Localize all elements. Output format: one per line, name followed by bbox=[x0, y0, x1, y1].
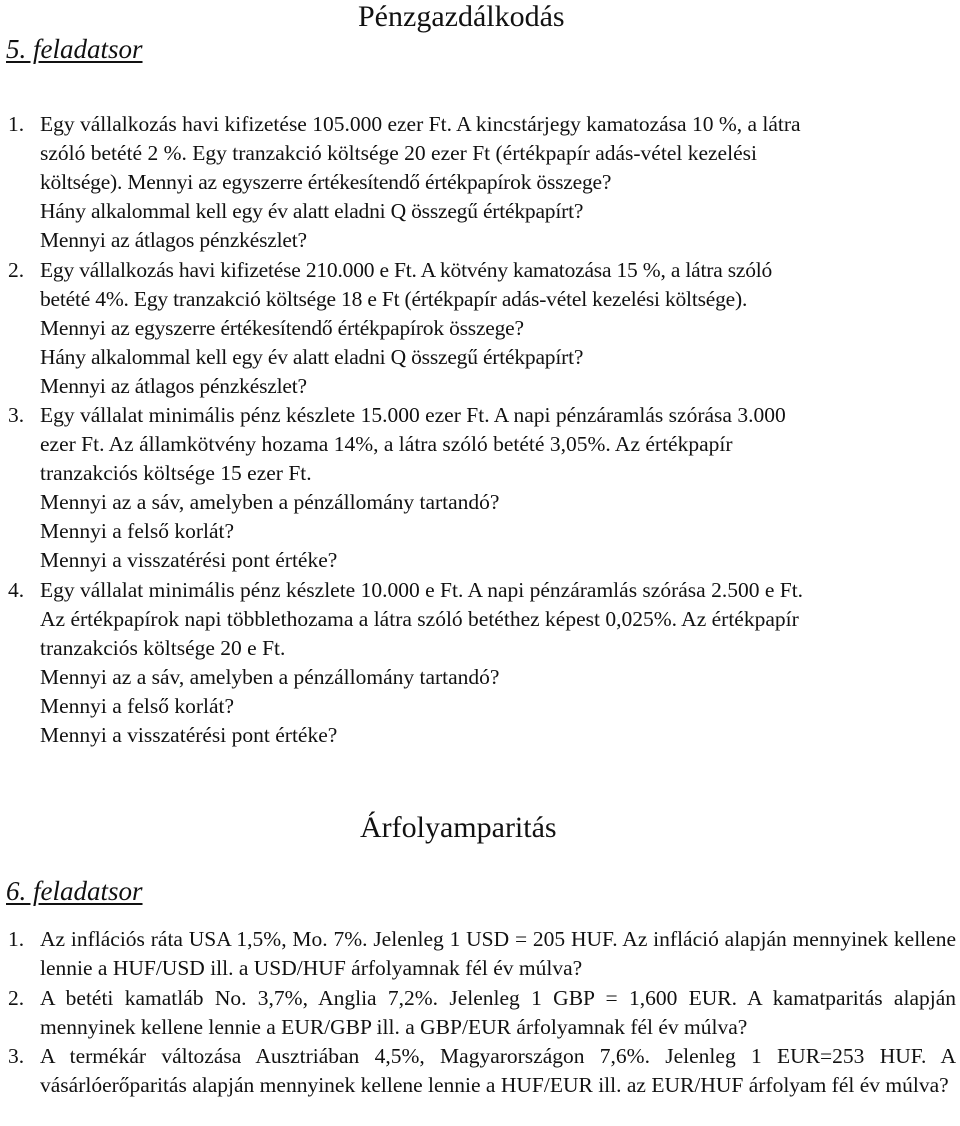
item-line: Egy vállalat minimális pénz készlete 15.000 ezer Ft. A napi pénzáramlás szórása 3.000 bbox=[40, 403, 786, 427]
item-line: Egy vállalkozás havi kifizetése 210.000 e Ft. A kötvény kamatozása 15 %, a látra szóló bbox=[40, 258, 773, 282]
item-line: szóló betété 2 %. Egy tranzakció költsége 20 ezer Ft (értékpapír adás-vétel kezelési bbox=[40, 141, 757, 165]
item-line: betété 4%. Egy tranzakció költsége 18 e Ft (értékpapír adás-vétel kezelési költsége). bbox=[40, 287, 748, 311]
item-line: ezer Ft. Az államkötvény hozama 14%, a látra szóló betété 3,05%. Az értékpapír bbox=[40, 432, 733, 456]
item-number: 4. bbox=[8, 578, 25, 602]
item-line: Mennyi a felső korlát? bbox=[40, 519, 235, 543]
section-title-penzgazdalkodas: Pénzgazdálkodás bbox=[358, 0, 565, 33]
item-line: tranzakciós költsége 20 e Ft. bbox=[40, 636, 286, 660]
item-line: Mennyi a felső korlát? bbox=[40, 694, 235, 718]
section-title-arfolyamparitas: Árfolyamparitás bbox=[360, 811, 557, 844]
item-line: Mennyi az a sáv, amelyben a pénzállomány tartandó? bbox=[40, 665, 500, 689]
item-text: A termékár változása Ausztriában 4,5%, Magyarországon 7,6%. Jelenleg 1 EUR=253 HUF. A vásárlóerőparitás alapján mennyinek kellene lennie a HUF/EUR ill. az EUR/HUF árfolyam fél év múlva? bbox=[40, 1044, 956, 1097]
item-line: Mennyi az átlagos pénzkészlet? bbox=[40, 374, 307, 398]
item-text: Az inflációs ráta USA 1,5%, Mo. 7%. Jelenleg 1 USD = 205 HUF. Az infláció alapján mennyinek kellene lennie a HUF/USD ill. a USD/HUF árfolyamnak fél év múlva? bbox=[40, 927, 956, 980]
item-number: 1. bbox=[8, 927, 25, 951]
item-line: Mennyi a visszatérési pont értéke? bbox=[40, 723, 338, 747]
item-line: költsége). Mennyi az egyszerre értékesítendő értékpapírok összege? bbox=[40, 170, 612, 194]
item-number: 3. bbox=[8, 1044, 25, 1068]
item-line: Az értékpapírok napi többlethozama a látra szóló betéthez képest 0,025%. Az értékpapír bbox=[40, 607, 799, 631]
item-text: A betéti kamatláb No. 3,7%, Anglia 7,2%. Jelenleg 1 GBP = 1,600 EUR. A kamatparitás alapján mennyinek kellene lennie a EUR/GBP ill. a GBP/EUR árfolyamnak fél év múlva? bbox=[40, 986, 956, 1039]
item-number: 1. bbox=[8, 112, 25, 136]
set-label-6: 6. feladatsor bbox=[6, 876, 143, 906]
item-line: Hány alkalommal kell egy év alatt eladni Q összegű értékpapírt? bbox=[40, 345, 584, 369]
item-line: Mennyi az egyszerre értékesítendő értékpapírok összege? bbox=[40, 316, 524, 340]
item-line: Egy vállalkozás havi kifizetése 105.000 ezer Ft. A kincstárjegy kamatozása 10 %, a látra bbox=[40, 112, 801, 136]
item-number: 2. bbox=[8, 986, 25, 1010]
set-label-5: 5. feladatsor bbox=[6, 34, 143, 64]
item-line: Hány alkalommal kell egy év alatt eladni Q összegű értékpapírt? bbox=[40, 199, 584, 223]
item-line: Mennyi a visszatérési pont értéke? bbox=[40, 548, 338, 572]
item-line: Egy vállalat minimális pénz készlete 10.000 e Ft. A napi pénzáramlás szórása 2.500 e Ft. bbox=[40, 578, 804, 602]
item-line: tranzakciós költsége 15 ezer Ft. bbox=[40, 461, 312, 485]
item-number: 2. bbox=[8, 258, 25, 282]
item-line: Mennyi az a sáv, amelyben a pénzállomány tartandó? bbox=[40, 490, 500, 514]
item-line: Mennyi az átlagos pénzkészlet? bbox=[40, 228, 307, 252]
item-number: 3. bbox=[8, 403, 25, 427]
